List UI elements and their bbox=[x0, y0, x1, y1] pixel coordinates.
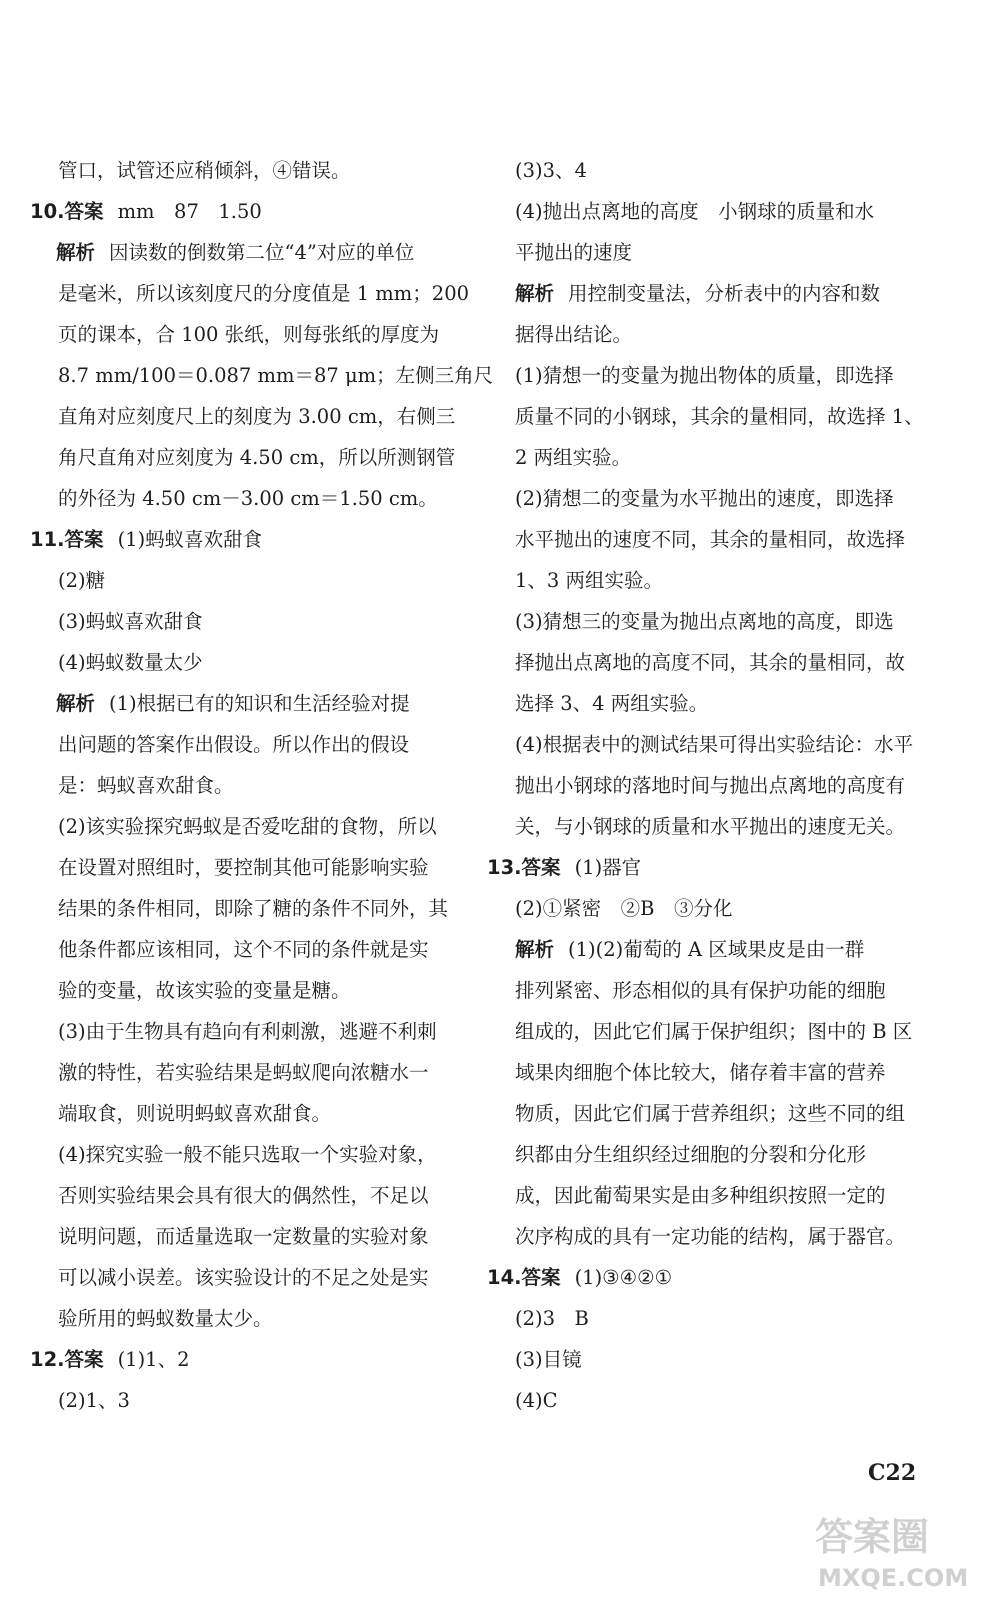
text-line bbox=[30, 1175, 470, 1216]
line-text: (4)蚂蚁数量太少 bbox=[58, 651, 203, 674]
section-tag: 解析 bbox=[515, 282, 555, 305]
text-line bbox=[30, 888, 470, 929]
text-line bbox=[515, 806, 935, 847]
text-line bbox=[487, 1257, 935, 1298]
line-text: (2)1、3 bbox=[58, 1389, 130, 1412]
text-line bbox=[30, 355, 494, 396]
line-text: 质量不同的小钢球，其余的量相同，故选择 1、 bbox=[515, 405, 924, 428]
text-line bbox=[30, 642, 470, 683]
line-text: 激的特性，若实验结果是蚂蚁爬向浓糖水一 bbox=[58, 1061, 429, 1084]
text-line bbox=[30, 724, 470, 765]
text-line bbox=[30, 847, 470, 888]
text-line bbox=[30, 1011, 470, 1052]
text-line bbox=[515, 970, 935, 1011]
text-line bbox=[30, 806, 470, 847]
text-line bbox=[515, 1380, 935, 1421]
line-text: 物质，因此它们属于营养组织；这些不同的组 bbox=[515, 1102, 906, 1125]
line-text: 成，因此葡萄果实是由多种组织按照一定的 bbox=[515, 1184, 886, 1207]
line-text: (3)3、4 bbox=[515, 159, 587, 182]
line-text: 否则实验结果会具有很大的偶然性，不足以 bbox=[58, 1184, 429, 1207]
text-line bbox=[515, 1011, 935, 1052]
text-line bbox=[30, 1134, 470, 1175]
section-tag: 解析 bbox=[515, 938, 555, 961]
line-text: (3)蚂蚁喜欢甜食 bbox=[58, 610, 203, 633]
text-line bbox=[30, 1216, 470, 1257]
line-text: 页的课本，合 100 张纸，则每张纸的厚度为 bbox=[58, 323, 440, 346]
line-text: (2)糖 bbox=[58, 569, 106, 592]
line-text: 是：蚂蚁喜欢甜食。 bbox=[58, 774, 234, 797]
line-text: 验的变量，故该实验的变量是糖。 bbox=[58, 979, 351, 1002]
line-text: 说明问题，而适量选取一定数量的实验对象 bbox=[58, 1225, 429, 1248]
text-line bbox=[30, 1339, 470, 1380]
text-line bbox=[515, 519, 935, 560]
text-line bbox=[30, 601, 470, 642]
text-line bbox=[30, 519, 470, 560]
line-text: (4)抛出点离地的高度 小钢球的质量和水 bbox=[515, 200, 875, 223]
question-number: 14. bbox=[487, 1266, 522, 1289]
page-number: C22 bbox=[868, 1460, 917, 1486]
text-line bbox=[515, 888, 935, 929]
line-text: 他条件都应该相同，这个不同的条件就是实 bbox=[58, 938, 429, 961]
text-line bbox=[30, 1257, 470, 1298]
watermark-top-text: 答案圈 bbox=[815, 1515, 930, 1559]
text-line bbox=[515, 150, 935, 191]
line-text: 择抛出点离地的高度不同，其余的量相同，故 bbox=[515, 651, 906, 674]
line-text: 平抛出的速度 bbox=[515, 241, 633, 264]
line-text: 在设置对照组时，要控制其他可能影响实验 bbox=[58, 856, 429, 879]
line-text: 端取食，则说明蚂蚁喜欢甜食。 bbox=[58, 1102, 332, 1125]
question-number: 11. bbox=[30, 528, 65, 551]
text-line bbox=[515, 314, 935, 355]
line-text: (3)猜想三的变量为抛出点离地的高度，即选 bbox=[515, 610, 894, 633]
left-column bbox=[30, 150, 494, 1421]
watermark-logo bbox=[810, 1500, 980, 1595]
line-text: 结果的条件相同，即除了糖的条件不同外，其 bbox=[58, 897, 449, 920]
text-line bbox=[30, 970, 470, 1011]
line-text: 排列紧密、形态相似的具有保护功能的细胞 bbox=[515, 979, 886, 1002]
text-line bbox=[30, 1298, 470, 1339]
text-line bbox=[30, 437, 470, 478]
line-text: (3)目镜 bbox=[515, 1348, 582, 1371]
text-line bbox=[515, 396, 935, 437]
line-text: (4)根据表中的测试结果可得出实验结论：水平 bbox=[515, 733, 914, 756]
text-line bbox=[515, 437, 935, 478]
line-text: (1)蚂蚁喜欢甜食 bbox=[117, 528, 263, 551]
section-tag: 答案 bbox=[64, 528, 104, 551]
line-text: mm 87 1.50 bbox=[117, 200, 262, 223]
section-tag: 解析 bbox=[56, 241, 96, 264]
text-line bbox=[30, 1380, 470, 1421]
text-line bbox=[515, 1216, 935, 1257]
text-line bbox=[515, 232, 935, 273]
text-line bbox=[515, 683, 935, 724]
line-text: 次序构成的具有一定功能的结构，属于器官。 bbox=[515, 1225, 906, 1248]
line-text: 据得出结论。 bbox=[515, 323, 633, 346]
text-line bbox=[515, 1298, 935, 1339]
text-line bbox=[515, 1134, 935, 1175]
text-line bbox=[30, 765, 470, 806]
text-line bbox=[30, 273, 470, 314]
text-line bbox=[30, 1052, 470, 1093]
question-number: 13. bbox=[487, 856, 522, 879]
text-line bbox=[515, 642, 935, 683]
text-line bbox=[30, 1093, 470, 1134]
text-line bbox=[30, 683, 470, 724]
text-line bbox=[515, 1175, 935, 1216]
text-line bbox=[30, 232, 470, 273]
right-column bbox=[487, 150, 935, 1421]
line-text: (1)③④②① bbox=[574, 1266, 673, 1289]
line-text: (4)C bbox=[515, 1389, 558, 1412]
line-text: 1、3 两组实验。 bbox=[515, 569, 664, 592]
line-text: (1)器官 bbox=[574, 856, 642, 879]
section-tag: 答案 bbox=[64, 1348, 104, 1371]
line-text: (2)猜想二的变量为水平抛出的速度，即选择 bbox=[515, 487, 894, 510]
question-number: 10. bbox=[30, 200, 65, 223]
text-line bbox=[515, 601, 935, 642]
line-text: 因读数的倒数第二位“4”对应的单位 bbox=[109, 241, 415, 264]
text-line bbox=[30, 314, 470, 355]
section-tag: 答案 bbox=[521, 856, 561, 879]
line-text: 关，与小钢球的质量和水平抛出的速度无关。 bbox=[515, 815, 906, 838]
text-line bbox=[515, 355, 935, 396]
line-text: (2)3 B bbox=[515, 1307, 589, 1330]
text-line bbox=[515, 1339, 935, 1380]
text-line bbox=[515, 273, 935, 314]
line-text: (1)根据已有的知识和生活经验对提 bbox=[109, 692, 410, 715]
section-tag: 答案 bbox=[64, 200, 104, 223]
section-tag: 答案 bbox=[521, 1266, 561, 1289]
text-line bbox=[30, 929, 470, 970]
text-line bbox=[515, 560, 935, 601]
line-text: 2 两组实验。 bbox=[515, 446, 632, 469]
line-text: 验所用的蚂蚁数量太少。 bbox=[58, 1307, 273, 1330]
line-text: (4)探究实验一般不能只选取一个实验对象， bbox=[58, 1143, 437, 1166]
line-text: 8.7 mm/100＝0.087 mm＝87 μm；左侧三角尺 bbox=[58, 364, 494, 387]
line-text: 直角对应刻度尺上的刻度为 3.00 cm，右侧三 bbox=[58, 405, 456, 428]
text-line bbox=[30, 150, 470, 191]
text-line bbox=[515, 191, 935, 232]
line-text: 域果肉细胞个体比较大，储存着丰富的营养 bbox=[515, 1061, 886, 1084]
text-line bbox=[515, 1093, 935, 1134]
line-text: (1)(2)葡萄的 A 区域果皮是由一群 bbox=[568, 938, 865, 961]
section-tag: 解析 bbox=[56, 692, 96, 715]
line-text: 出问题的答案作出假设。所以作出的假设 bbox=[58, 733, 410, 756]
line-text: 用控制变量法，分析表中的内容和数 bbox=[568, 282, 881, 305]
line-text: 的外径为 4.50 cm－3.00 cm＝1.50 cm。 bbox=[58, 487, 438, 510]
line-text: (2)①紧密 ②B ③分化 bbox=[515, 897, 733, 920]
text-line bbox=[30, 478, 470, 519]
line-text: 组成的，因此它们属于保护组织；图中的 B 区 bbox=[515, 1020, 913, 1043]
text-line bbox=[515, 478, 935, 519]
text-line bbox=[30, 191, 470, 232]
line-text: 织都由分生组织经过细胞的分裂和分化形 bbox=[515, 1143, 867, 1166]
text-line bbox=[30, 560, 470, 601]
text-line bbox=[515, 929, 935, 970]
text-line bbox=[30, 396, 470, 437]
text-line bbox=[515, 724, 935, 765]
line-text: (1)1、2 bbox=[117, 1348, 190, 1371]
line-text: 水平抛出的速度不同，其余的量相同，故选择 bbox=[515, 528, 906, 551]
line-text: 管口，试管还应稍倾斜，④错误。 bbox=[58, 159, 351, 182]
watermark-bottom-text: MXQE.COM bbox=[818, 1564, 969, 1592]
text-line bbox=[515, 765, 935, 806]
line-text: 角尺直角对应刻度为 4.50 cm，所以所测钢管 bbox=[58, 446, 456, 469]
line-text: (2)该实验探究蚂蚁是否爱吃甜的食物，所以 bbox=[58, 815, 437, 838]
line-text: 抛出小钢球的落地时间与抛出点离地的高度有 bbox=[515, 774, 906, 797]
line-text: (1)猜想一的变量为抛出物体的质量，即选择 bbox=[515, 364, 894, 387]
text-line bbox=[487, 847, 935, 888]
line-text: 选择 3、4 两组实验。 bbox=[515, 692, 709, 715]
line-text: 可以减小误差。该实验设计的不足之处是实 bbox=[58, 1266, 429, 1289]
line-text: (3)由于生物具有趋向有利刺激，逃避不利刺 bbox=[58, 1020, 437, 1043]
line-text: 是毫米，所以该刻度尺的分度值是 1 mm；200 bbox=[58, 282, 470, 305]
question-number: 12. bbox=[30, 1348, 65, 1371]
text-line bbox=[515, 1052, 935, 1093]
